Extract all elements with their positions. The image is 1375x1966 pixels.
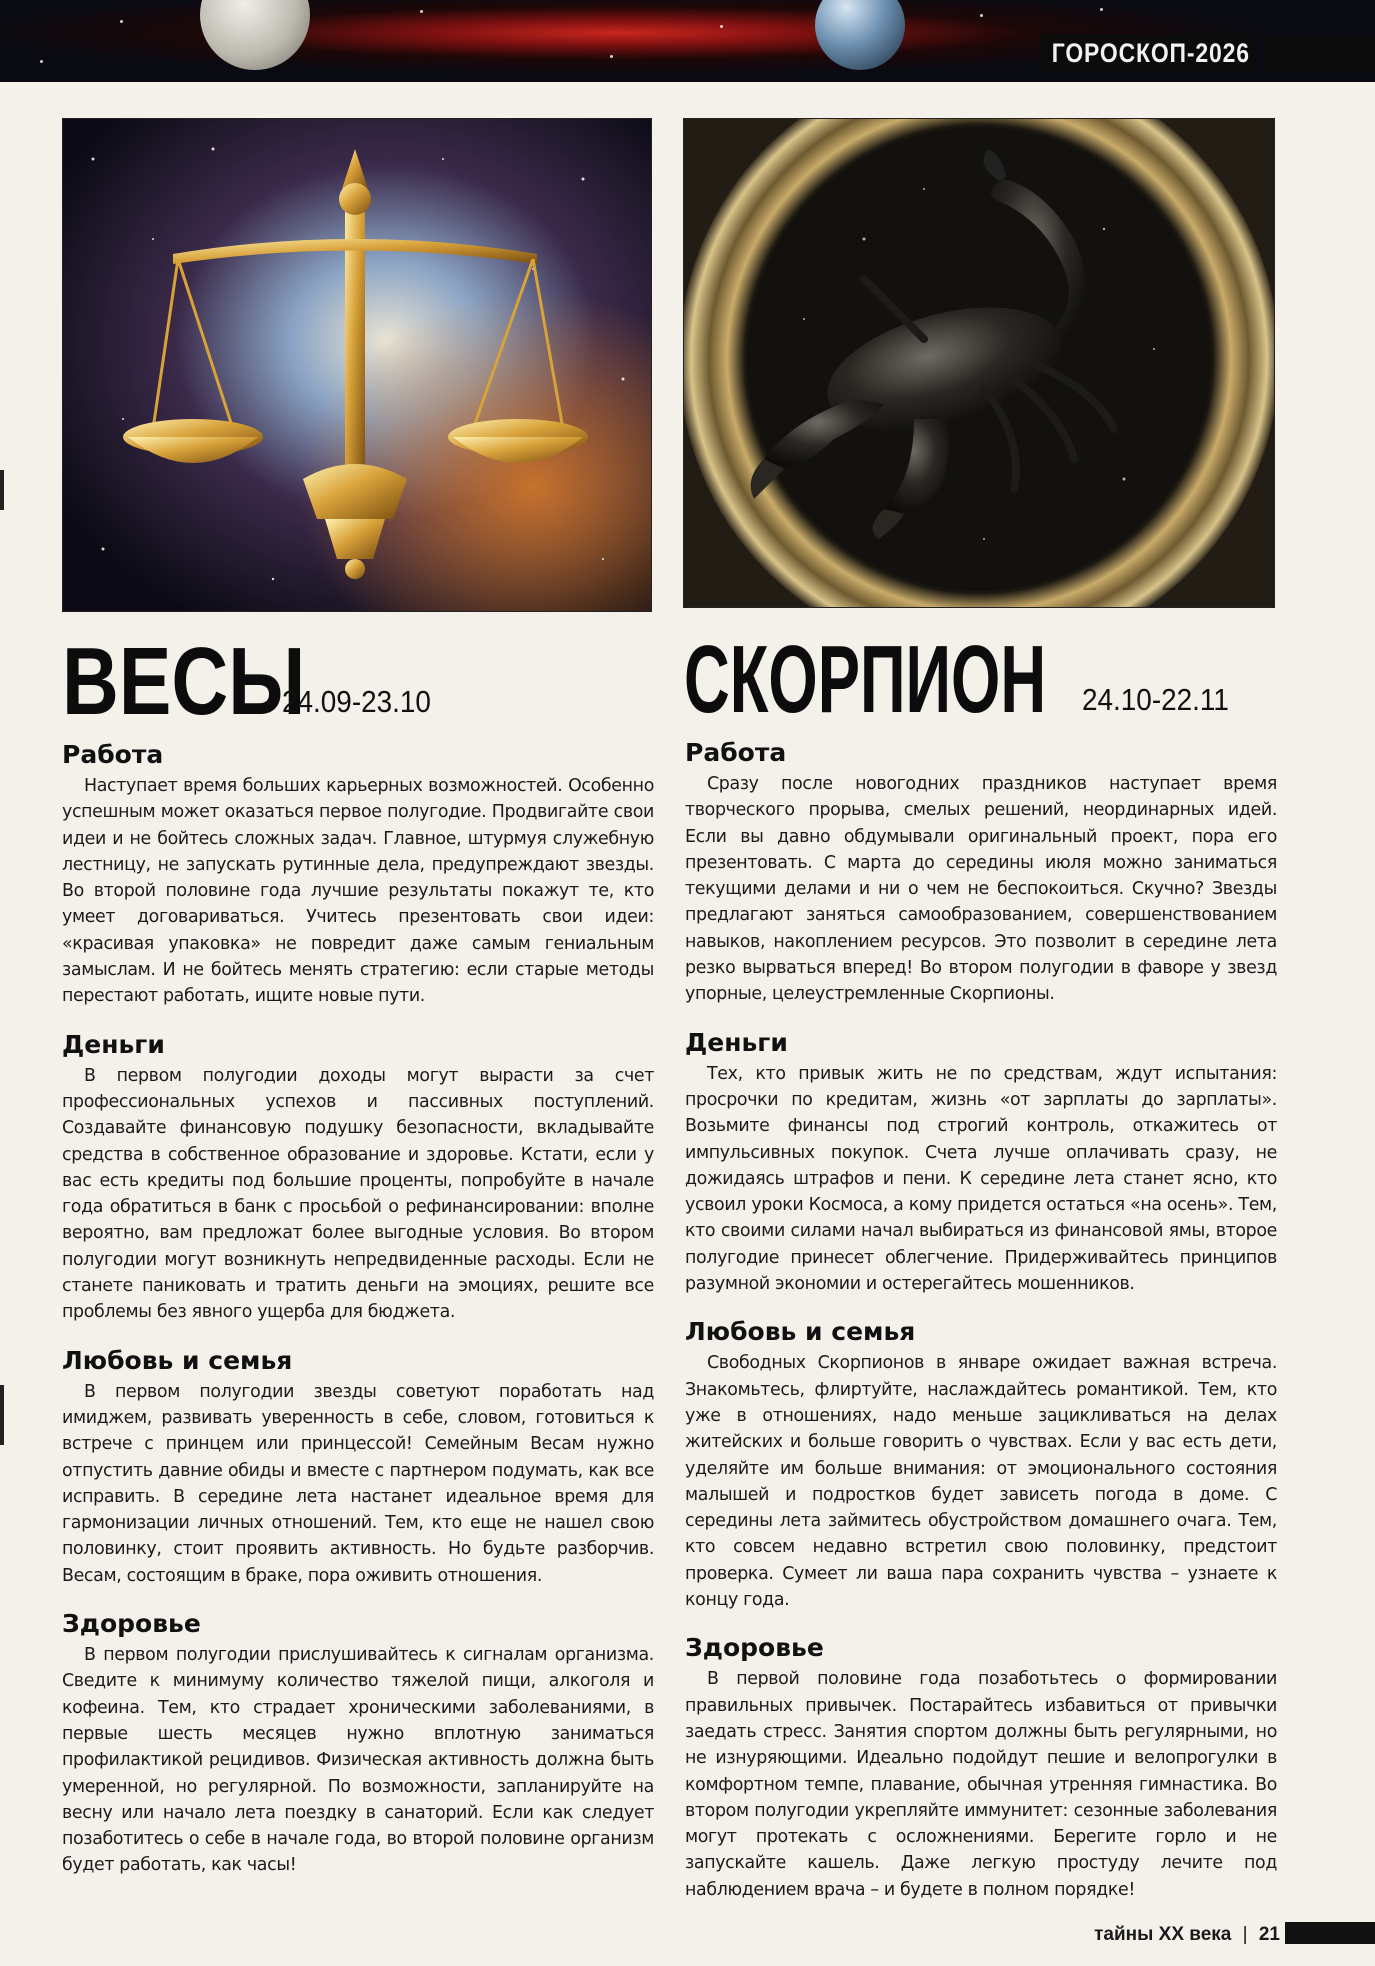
footer-separator: | xyxy=(1242,1924,1248,1945)
magazine-name: тайны XX века xyxy=(1094,1924,1232,1945)
page-footer xyxy=(1094,1924,1280,1946)
moon-graphic xyxy=(200,0,310,70)
scorpio-column xyxy=(685,738,1277,1923)
libra-column xyxy=(62,740,654,1899)
libra-money-section xyxy=(62,1030,654,1326)
scorpio-money-section xyxy=(685,1028,1277,1298)
sign-title-libra: ВЕСЫ xyxy=(62,628,306,735)
header-tab xyxy=(1265,34,1375,72)
section-text: В первом полугодии доходы могут вырасти за счет профессиональных успехов и пассивных поступлений. Создавайте финансовую подушку безопасности, вкладывайте средства в собственное образование и здоровье. Кстати, если у вас есть кредиты под большие проценты, попробуйте в начале года обратиться в банк с просьбой о рефинансировании: вполне вероятно, вам предложат более выгодные условия. Во втором полугодии могут возникнуть непредвиденные расходы. Если не станете паниковать и тратить деньги на эмоциях, решите все проблемы без явного ущерба для бюджета. xyxy=(62,1065,654,1323)
footer-tab xyxy=(1285,1922,1375,1944)
libra-work-section xyxy=(62,740,654,1010)
section-text: В первом полугодии прислушивайтесь к сигналам организма. Сведите к минимуму количество тяжелой пищи, алкоголя и кофеина. Тем, кто страдает хроническими заболеваниями, в первые шесть месяцев нужно вплотную заниматься профилактикой рецидивов. Физическая активность должна быть умеренной, но регулярной. По возможности, запланируйте на весну или начало лета поездку в санаторий. Если как следует позаботитесь о себе в начале года, во второй половине организм будет работать, как часы! xyxy=(62,1645,654,1876)
libra-scales-illustration xyxy=(62,118,652,612)
planet-graphic xyxy=(815,0,905,70)
margin-mark xyxy=(0,1385,4,1445)
section-heading: Любовь и семья xyxy=(685,1317,916,1347)
scorpio-love-section xyxy=(685,1317,1277,1613)
libra-love-section xyxy=(62,1346,654,1589)
section-text: Тех, кто привык жить не по средствам, ждут испытания: просрочки по кредитам, жизнь «от зарплаты до зарплаты». Возьмите финансы под строгий контроль, откажитесь от импульсивных покупок. Счета лучше оплачивать сразу, не дожидаясь штрафов и пени. К середине лета станет ясно, кто усвоил уроки Космоса, а кому придется остаться «на осень». Тем, кто своими силами начал выбираться из финансовой ямы, второе полугодие принесет облегчение. Придерживайтесь принципов разумной экономии и остерегайтесь мошенников. xyxy=(685,1063,1277,1295)
sign-title-scorpio: СКОРПИОН xyxy=(684,626,1047,733)
section-title: ГОРОСКОП-2026 xyxy=(1041,34,1260,72)
section-heading: Деньги xyxy=(685,1027,788,1057)
section-heading: Работа xyxy=(685,738,787,767)
page-number: 21 xyxy=(1258,1924,1280,1945)
scorpion-illustration xyxy=(683,118,1275,608)
section-heading: Любовь и семья xyxy=(62,1345,293,1375)
section-text: В первом полугодии звезды советуют поработать над имиджем, развивать уверенность в себе, словом, готовиться к встрече с принцем или принцессой! Семейным Весам нужно отпустить давние обиды и вместе с партнером подумать, как все исправить. В середине лета настанет идеальное время для гармонизации личных отношений. Тем, кто еще не нашел свою половинку, стоит проявить активность. Но будьте разборчив. Весам, состоящим в браке, пора оживить отношения. xyxy=(62,1381,654,1586)
section-text: Наступает время больших карьерных возможностей. Особенно успешным может оказаться первое полугодие. Продвигайте свои идеи и не бойтесь сложных задач. Главное, штурмуя служебную лестницу, не запускать рутинные дела, предупреждают звезды. Во второй половине года лучшие результаты покажут те, кто умеет договариваться. Учитесь презентовать свои идеи: «красивая упаковка» не повредит даже самым гениальным замыслам. И не бойтесь менять стратегию: если старые методы перестают работать, ищите новые пути. xyxy=(62,776,654,1007)
section-heading: Работа xyxy=(62,740,164,769)
section-heading: Здоровье xyxy=(62,1609,201,1639)
scorpio-health-section xyxy=(685,1633,1277,1903)
section-text: Сразу после новогодних праздников наступает время творческого прорыва, смелых решений, неординарных идей. Если вы давно обдумывали оригинальный проект, пора его презентовать. С марта до середины июля можно заниматься текущими делами и ни о чем не беспокоиться. Скучно? Звезды предлагают заняться самообразованием, совершенствованием навыков, накоплением ресурсов. Это позволит в середине лета резко вырваться вперед! Во втором полугодии в фаворе у звезд упорные, целеустремленные Скорпионы. xyxy=(685,774,1277,1005)
section-text: В первой половине года позаботьтесь о формировании правильных привычек. Постарайтесь избавиться от привычки заедать стресс. Занятия спортом должны быть регулярными, но не изнуряющими. Идеально подойдут пешие и велопрогулки в комфортном темпе, плавание, обычная утренняя гимнастика. Во втором полугодии укрепляйте иммунитет: сезонные заболевания могут протекать с осложнениями. Берегите горло и не запускайте кашель. Даже легкую простуду лечите под наблюдением врача – и будете в полном порядке! xyxy=(685,1669,1277,1900)
sign-dates-scorpio: 24.10-22.11 xyxy=(1082,682,1229,717)
section-heading: Деньги xyxy=(62,1029,165,1059)
margin-mark xyxy=(0,470,4,510)
libra-health-section xyxy=(62,1609,654,1879)
scorpio-work-section xyxy=(685,738,1277,1008)
section-text: Свободных Скорпионов в январе ожидает важная встреча. Знакомьтесь, флиртуйте, наслаждайтесь романтикой. Тем, кто уже в отношениях, надо меньше зацикливаться на делах житейских и больше говорить о чувствах. Если у вас есть дети, уделяйте им больше внимания: от эмоционального состояния малышей и подростков будет зависеть погода в доме. С середины лета займитесь обустройством домашнего очага. Тем, кто совсем недавно встретил свою половинку, предстоит проверка. Сумеет ли ваша пара сохранить чувства – узнаете к концу года. xyxy=(685,1353,1277,1611)
section-heading: Здоровье xyxy=(685,1633,824,1663)
sign-dates-libra: 24.09-23.10 xyxy=(282,684,431,719)
